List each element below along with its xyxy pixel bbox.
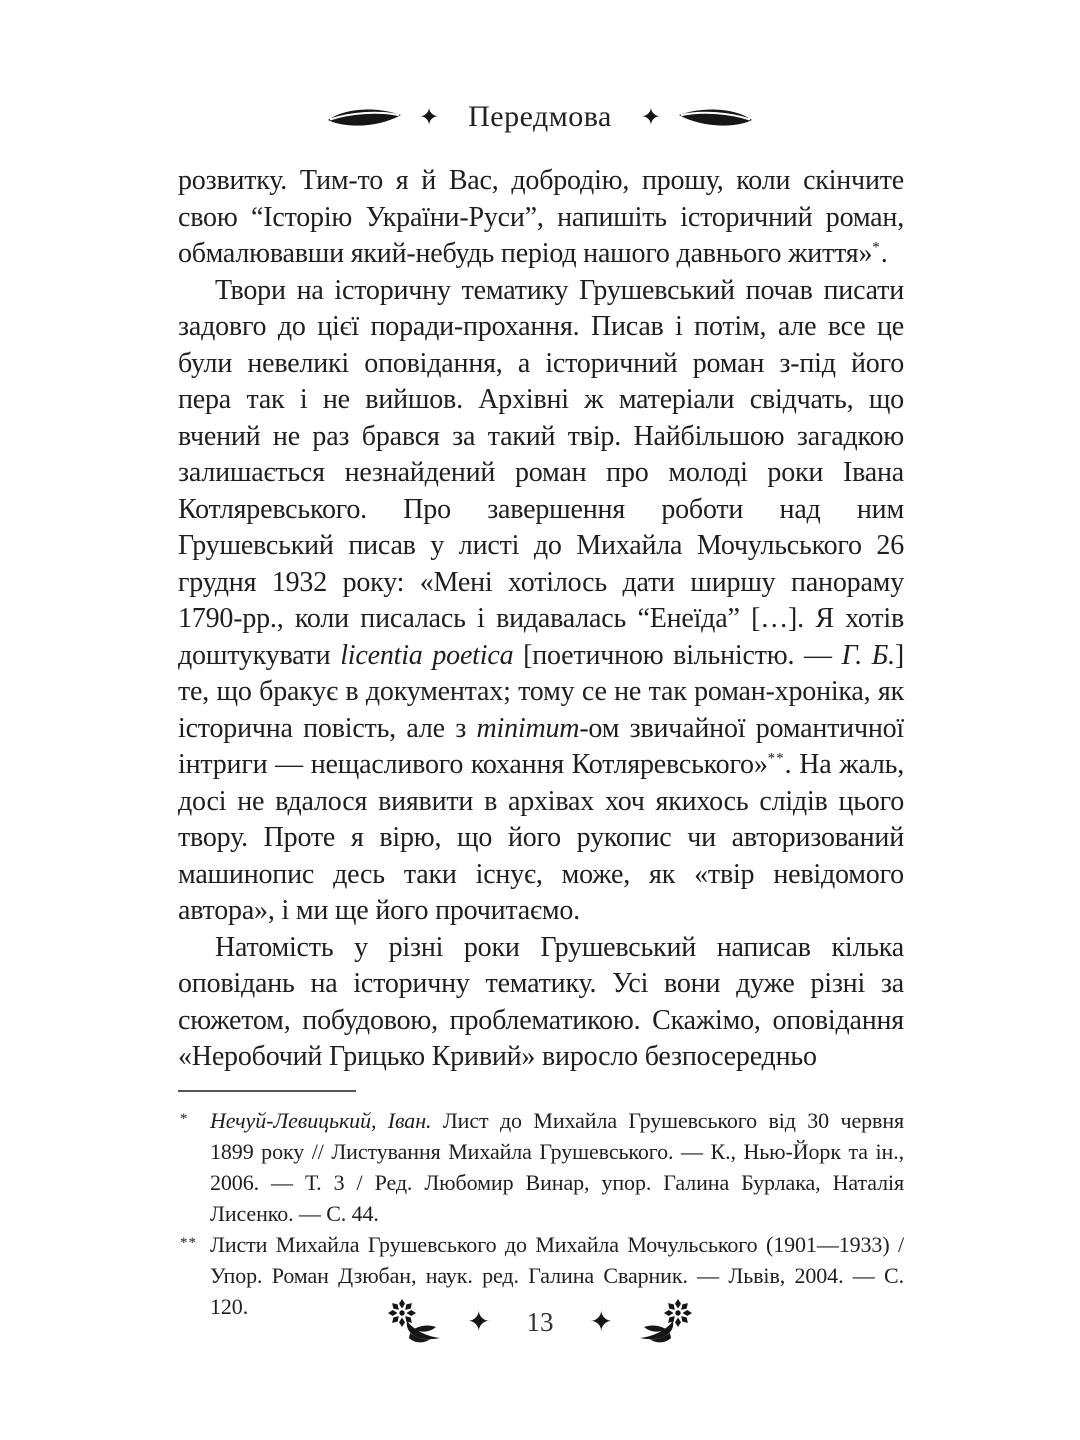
footnote xyxy=(178,1105,904,1229)
running-header xyxy=(0,100,1080,134)
footnote-marker: * xyxy=(180,1111,189,1127)
body-text xyxy=(178,163,904,1076)
diamond-icon: ✦ xyxy=(467,1305,491,1338)
diamond-icon: ✦ xyxy=(419,103,440,131)
footnote-text: Нечуй-Левицький, Іван. Лист до Михайла Грушевського від 30 червня 1899 року // Листування Михайла Грушевського. — К., Нью-Йорк та ін., 2006. — Т. 3 / Ред. Любомир Винар, упор. Галина Бурлака, Наталія Лисенко. — С. 44. xyxy=(210,1108,905,1226)
leaf-ornament-right xyxy=(676,105,754,129)
page-footer xyxy=(0,1298,1080,1346)
page-number: 13 xyxy=(526,1306,554,1337)
footnote-separator xyxy=(178,1090,356,1092)
footnotes xyxy=(178,1090,904,1322)
paragraph: розвитку. Тим-то я й Вас, добродію, прошу, коли скінчите свою “Історію України-Руси”, напишіть історичний роман, обмалювавши який-небудь період нашого давнього життя»*. xyxy=(178,165,904,269)
paragraph: Твори на історичну тематику Грушевський почав писати задовго до цієї поради-прохання. Писав і потім, але все це були невеликі оповідання, а історичний роман з-під його пера так і не вийшов. Архівні ж матеріали свідчать, що вчений не раз брався за такий твір. Найбільшою загадкою залишається незнайдений роман про молоді роки Івана Котляревського. Про завершення роботи над ним Грушевський писав у листі до Михайла Мочульського 26 грудня 1932 року: «Мені хотілось дати ширшу панораму 1790-рр., коли писалась і видавалась “Енеїда” […]. Я хотів доштукувати licentia poetica [поетичною вільністю. — Г. Б.] те, що бракує в документах; тому се не так роман-хроніка, як історична повість, але з minimum-ом звичайної романтичної інтриги — нещасливого кохання Котляревського»**. На жаль, досі не вдалося виявити в архівах хоч якихось слідів цього твору. Проте я вірю, що його рукопис чи авторизований машинопис десь таки існує, може, як «твір невідомого автора», і ми ще його прочитаємо. xyxy=(178,274,905,926)
footnote-text: Листи Михайла Грушевського до Михайла Мочульського (1901—1933) / Упор. Роман Дзюбан, наук. ред. Галина Сварник. — Львів, 2004. — С. 120. xyxy=(210,1232,904,1319)
diamond-icon: ✦ xyxy=(640,103,661,131)
diamond-icon: ✦ xyxy=(589,1305,613,1338)
flower-ornament-right xyxy=(637,1298,699,1346)
flower-ornament-left xyxy=(381,1298,443,1346)
leaf-ornament-left xyxy=(326,105,404,129)
footnote-marker: ** xyxy=(180,1235,197,1251)
paragraph: Натомість у різні роки Грушевський написав кілька оповідань на історичну тематику. Усі вони дуже різні за сюжетом, побудовою, проблематикою. Скажімо, оповідання «Неробочий Грицько Кривий» виросло безпосередньо xyxy=(178,931,904,1072)
page-title: Передмова xyxy=(468,100,612,133)
